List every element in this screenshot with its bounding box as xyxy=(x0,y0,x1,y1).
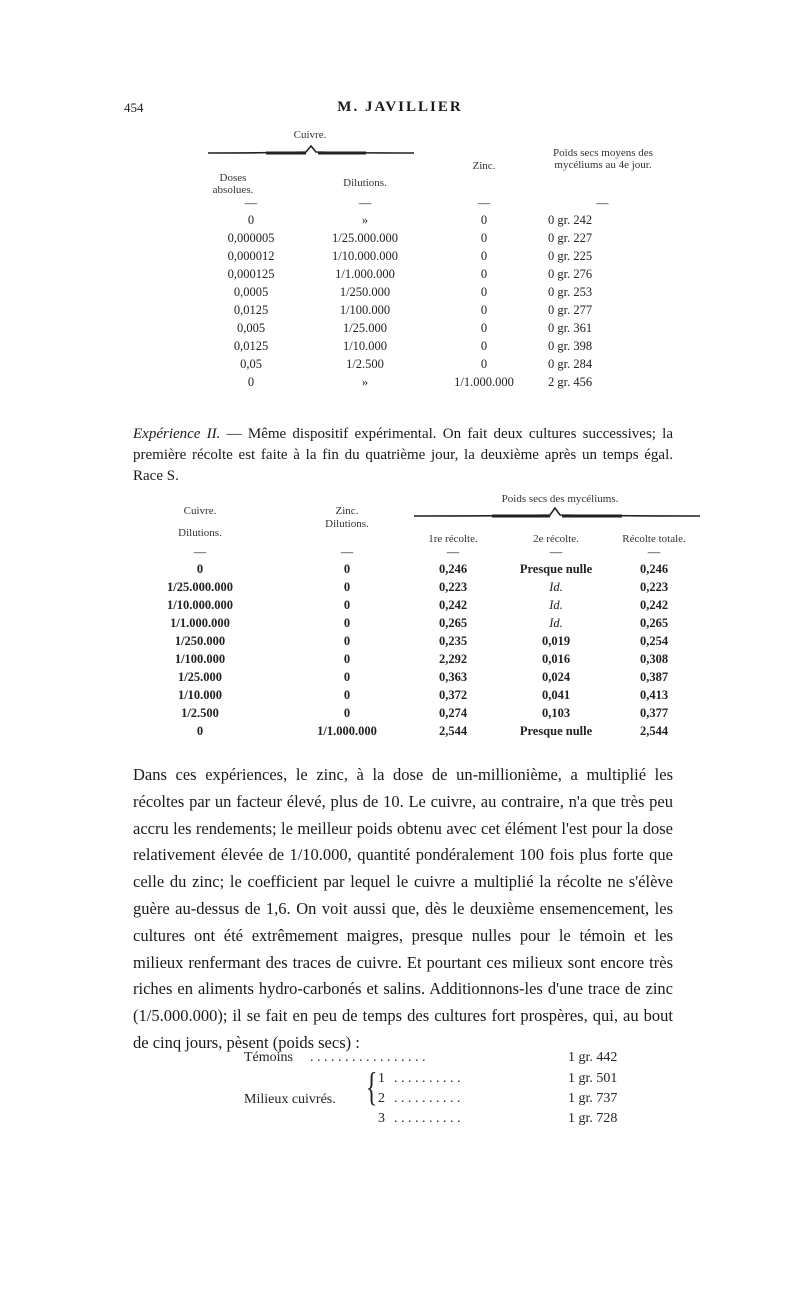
table1-brace xyxy=(206,143,416,157)
table2-cell: 2,544 xyxy=(639,724,669,738)
table2-cell: 1/1.000.000 xyxy=(317,724,377,738)
table1-header-doses: Doses absolues. xyxy=(212,172,254,196)
table2-cell: 0 xyxy=(196,562,204,576)
table1-cell: 0 gr. 398 xyxy=(548,339,593,353)
running-head-author: M. JAVILLIER xyxy=(337,99,463,115)
milieux-label: Milieux cuivrés. xyxy=(244,1092,336,1107)
table2-cell: 2,292 xyxy=(438,652,468,666)
table2-cell: 0,223 xyxy=(639,580,669,594)
table2-cell: 0,274 xyxy=(438,706,468,720)
table2-cell: 0,363 xyxy=(438,670,468,684)
table1-header-zinc: Zinc. xyxy=(472,160,496,172)
table1-dash: — xyxy=(477,196,491,210)
table1-cell: » xyxy=(361,213,369,227)
table2-cell: 0,242 xyxy=(438,598,468,612)
table2-cell: Presque nulle xyxy=(519,562,593,576)
table1-cell: 0 xyxy=(480,303,488,317)
table1-cell: 1/25.000 xyxy=(342,321,388,335)
table1-cell: 0 xyxy=(480,249,488,263)
table2-cell: 0 xyxy=(343,706,351,720)
table1-cell: 0 xyxy=(480,339,488,353)
table2-brace xyxy=(412,505,702,519)
table1-cell: 0 gr. 242 xyxy=(548,213,593,227)
table2-cell: 1/1.000.000 xyxy=(170,616,230,630)
table1-cell: 1/250.000 xyxy=(339,285,391,299)
table2-header-cuivre-dilutions: Dilutions. xyxy=(178,527,222,539)
leader-dots: . . . . . . . . . . xyxy=(394,1071,461,1086)
milieu-value: 1 gr. 501 xyxy=(568,1071,618,1086)
table1-group-header: Cuivre. xyxy=(293,129,327,141)
table2-header-recolte2: 2e récolte. xyxy=(533,533,579,545)
table1-cell: 0,0005 xyxy=(233,285,269,299)
table1-cell: 0 xyxy=(480,321,488,335)
table1-cell: 0 xyxy=(480,357,488,371)
table1-cell: 0 xyxy=(480,231,488,245)
table2-cell: 0,103 xyxy=(541,706,571,720)
table1-cell: 0,005 xyxy=(236,321,266,335)
table2-dash: — xyxy=(549,545,563,559)
table2-cell: 1/10.000.000 xyxy=(167,598,233,612)
table1-header-dilutions: Dilutions. xyxy=(343,177,387,189)
table2-cell: 0,246 xyxy=(438,562,468,576)
table2-cell: 1/10.000 xyxy=(177,688,223,702)
table2-cell: Id. xyxy=(549,580,563,594)
table2-cell: 0,019 xyxy=(541,634,571,648)
experience2-title: Expérience II. xyxy=(133,426,221,442)
table1-cell: 0 gr. 225 xyxy=(548,249,593,263)
leader-dots: . . . . . . . . . . xyxy=(394,1111,461,1126)
experience2-paragraph xyxy=(133,424,673,487)
table2-cell: 0 xyxy=(343,616,351,630)
table2-cell: 0,223 xyxy=(438,580,468,594)
table1-cell: 0 xyxy=(247,213,255,227)
table2-cell: 0,016 xyxy=(541,652,571,666)
page-number: 454 xyxy=(124,100,144,115)
table1-cell: 0 xyxy=(247,375,255,389)
table1-dash: — xyxy=(358,196,372,210)
table2-cell: 0,372 xyxy=(438,688,468,702)
table1-cell: 0 gr. 284 xyxy=(548,357,593,371)
discussion-paragraph: Dans ces expériences, le zinc, à la dose de un-millionième, a multiplié les récoltes par un facteur élevé, plus de 10. Le cuivre, au contraire, n'a que très peu accru les rendements; le meilleur poids obtenu avec cet élément l'est pour la dose relativement élevée de 1/10.000, quantité pondéralement 100 fois plus forte que celle du zinc; le coefficient par lequel le cuivre a multiplié la récolte ne s'élève guère au-dessus de 1,6. On voit aussi que, dès le deuxième ensemencement, les cultures ont été extrêmement maigres, presque nulles pour le témoin et les milieux renfermant des traces de cuivre. Et pourtant ces milieux sont encore très riches en aliments hydro-carbonés et salins. Additionnons-les d'une trace de zinc (1/5.000.000); il se fait en peu de temps des cultures fort prospères, qui, au bout de cinq jours, pèsent (poids secs) : xyxy=(133,765,673,1052)
table2-cell: Id. xyxy=(549,598,563,612)
table2-cell: 0,024 xyxy=(541,670,571,684)
table2-cell: 0 xyxy=(343,580,351,594)
table1-cell: 0,000012 xyxy=(227,249,275,263)
temoins-label: Témoins xyxy=(244,1050,293,1065)
table2-cell: 0,265 xyxy=(438,616,468,630)
table1-cell: 0,0125 xyxy=(233,303,269,317)
table2-cell: 0 xyxy=(343,598,351,612)
leader-dots: . . . . . . . . . . xyxy=(394,1091,461,1106)
table2-header-recolte1: 1re récolte. xyxy=(428,533,478,545)
table1-cell: 0,0125 xyxy=(233,339,269,353)
table1-cell: 0 gr. 361 xyxy=(548,321,593,335)
table2-cell: Presque nulle xyxy=(519,724,593,738)
table2-cell: 0,377 xyxy=(639,706,669,720)
table1-dash: — xyxy=(596,196,609,210)
table1-cell: 1/10.000 xyxy=(342,339,388,353)
table2-cell: 1/2.500 xyxy=(181,706,219,720)
table2-cell: 0,235 xyxy=(438,634,468,648)
table2-cell: 0,246 xyxy=(639,562,669,576)
table2-header-total: Récolte totale. xyxy=(622,533,686,545)
table2-cell: 0,254 xyxy=(639,634,669,648)
table1-cell: 0,05 xyxy=(240,357,262,371)
table2-cell: 0 xyxy=(343,652,351,666)
table2-cell: 1/25.000.000 xyxy=(167,580,233,594)
table1-cell: 1/1.000.000 xyxy=(335,267,395,281)
milieu-number: 3 xyxy=(378,1111,385,1126)
milieu-number: 1 xyxy=(378,1071,385,1086)
table2-cell: 1/25.000 xyxy=(177,670,223,684)
table1-cell: 0,000125 xyxy=(227,267,275,281)
table2-cell: 1/100.000 xyxy=(174,652,226,666)
table2-dash: — xyxy=(193,545,207,559)
table1-cell: 1/25.000.000 xyxy=(332,231,398,245)
table2-cell: 0,413 xyxy=(639,688,669,702)
table2-header-cuivre: Cuivre. xyxy=(183,505,217,517)
milieu-number: 2 xyxy=(378,1091,385,1106)
table2-dash: — xyxy=(647,545,661,559)
table1-cell: 1/100.000 xyxy=(339,303,391,317)
table2-cell: 0,265 xyxy=(639,616,669,630)
table1-dash: — xyxy=(244,196,258,210)
table1-cell: 0 gr. 276 xyxy=(548,267,593,281)
table1-cell: » xyxy=(361,375,369,389)
table2-cell: 0 xyxy=(196,724,204,738)
table1-header-poids: Poids secs moyens des mycéliums au 4e jour. xyxy=(553,147,653,171)
table1-cell: 0 xyxy=(480,213,488,227)
table1-cell: 0 xyxy=(480,267,488,281)
table2-cell: 1/250.000 xyxy=(174,634,226,648)
table1-cell: 0 gr. 227 xyxy=(548,231,593,245)
table2-cell: 0 xyxy=(343,688,351,702)
table1-cell: 1/2.500 xyxy=(346,357,384,371)
temoins-value: 1 gr. 442 xyxy=(568,1050,618,1065)
leader-dots: . . . . . . . . . . . . . . . . . xyxy=(310,1050,426,1065)
table1-cell: 0 gr. 253 xyxy=(548,285,593,299)
table1-cell: 1/10.000.000 xyxy=(332,249,398,263)
milieu-value: 1 gr. 728 xyxy=(568,1111,618,1126)
table1-cell: 0,000005 xyxy=(227,231,275,245)
milieu-value: 1 gr. 737 xyxy=(568,1091,618,1106)
table2-group-header: Poids secs des mycéliums. xyxy=(501,493,619,505)
table2-cell: 0,387 xyxy=(639,670,669,684)
table2-cell: 0 xyxy=(343,562,351,576)
table2-header-zinc-dilutions: Dilutions. xyxy=(325,518,369,530)
table2-cell: Id. xyxy=(549,616,563,630)
table2-cell: 2,544 xyxy=(438,724,468,738)
table1-cell: 2 gr. 456 xyxy=(548,375,593,389)
table2-dash: — xyxy=(446,545,460,559)
table2-cell: 0 xyxy=(343,634,351,648)
brace-symbol: { xyxy=(365,1064,378,1109)
table2-cell: 0 xyxy=(343,670,351,684)
table1-cell: 0 xyxy=(480,285,488,299)
table2-header-zinc: Zinc. xyxy=(335,505,359,517)
table2-cell: 0,242 xyxy=(639,598,669,612)
experience2-text: — Même dispositif expérimental. On fait deux cultures successives; la première récolte est faite à la fin du quatrième jour, la deuxième après un temps égal. Race S. xyxy=(133,426,674,484)
table2-cell: 0,308 xyxy=(639,652,669,666)
table2-dash: — xyxy=(340,545,354,559)
table2-cell: 0,041 xyxy=(541,688,571,702)
table1-cell: 1/1.000.000 xyxy=(454,375,514,389)
table1-cell: 0 gr. 277 xyxy=(548,303,593,317)
